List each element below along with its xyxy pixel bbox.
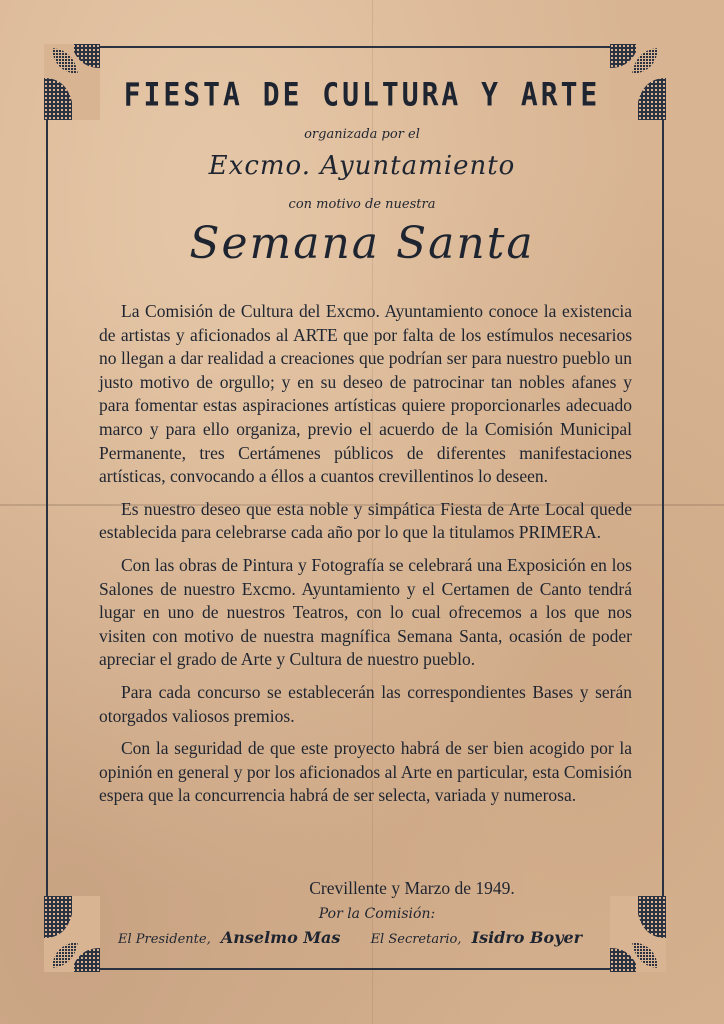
on-behalf-label: Por la Comisión: (318, 906, 436, 922)
organizer-name: Excmo. Ayuntamiento (208, 151, 516, 181)
paragraph: Para cada concurso se establecerán las correspondientes Bases y serán otorgados valiosos premios. (99, 681, 632, 726)
paragraph: Con la seguridad de que este proyecto habrá de ser bien acogido por la opinión en general y por los aficionados al Arte en particular, esta Comisión espera que la concurrencia habrá de ser selecta, variada y numerosa. (99, 738, 632, 806)
event-name: Semana Santa (189, 218, 535, 269)
paragraph: Con las obras de Pintura y Fotografía se celebrará una Exposición en los Salones de nuestro Excmo. Ayuntamiento y el Certamen de Canto tendrá lugar en uno de nuestros Teatros, con lo cual ofrecemos a los que nos visiten con motivo de nuestra magnífica Semana Santa, ocasión de poder apreciar el grado de Arte y Cultura de nuestro pueblo. (99, 554, 632, 670)
president-name: Anselmo Mas (220, 928, 341, 947)
paragraph: Es nuestro deseo que esta noble y simpática Fiesta de Arte Local quede establecida para celebrarse cada año por lo que la titulamos PRIMERA. (99, 498, 632, 543)
place-date: Crevillente y Marzo de 1949. (309, 878, 515, 898)
organized-by-text: organizada por el (304, 127, 420, 142)
paragraph: La Comisión de Cultura del Excmo. Ayuntamiento conoce la existencia de artistas y aficionados al ARTE que por falta de los estímulos necesarios no llegan a dar realidad a creaciones que podrían ser para nuestro pueblo un justo motivo de orgullo; y en su deseo de patrocinar tan nobles afanes y para fomentar estas aspiraciones artísticas quiere proporcionarles adecuado marco y para ello organiza, previo el acuerdo de la Comisión Municipal Permanente, tres Certámenes públicos de diferentes manifestaciones artísticas, convocando a éllos a cuantos crevillentinos lo deseen. (99, 301, 632, 487)
secretary-name: Isidro Boyer (471, 928, 583, 947)
announcement-body (99, 300, 632, 817)
president-label: El Presidente, (118, 932, 211, 947)
motive-text: con motivo de nuestra (288, 197, 436, 212)
secretary-label: El Secretario, (370, 932, 462, 947)
signatures (118, 928, 598, 947)
page-title: FIESTA DE CULTURA Y ARTE (123, 75, 601, 114)
